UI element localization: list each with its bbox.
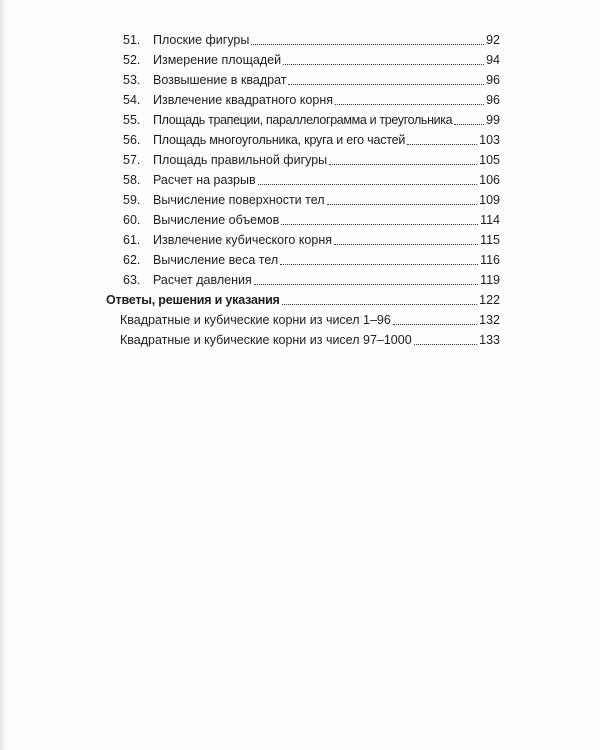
dot-leader — [414, 339, 477, 345]
toc-entry-title: Возвышение в квадрат — [153, 73, 287, 87]
toc-entry-number: 58. — [123, 173, 141, 187]
toc-entry-title: Расчет давления — [153, 273, 252, 287]
dot-leader — [393, 319, 477, 325]
toc-entry-number: 54. — [123, 93, 141, 107]
toc-entry-page: 106 — [479, 173, 500, 187]
toc-entry-number: 62. — [123, 253, 141, 267]
dot-leader — [254, 279, 478, 285]
toc-entry-appendix-2[interactable] — [120, 330, 500, 350]
toc-entry-page: 92 — [486, 33, 500, 47]
toc-entry-53[interactable] — [123, 70, 500, 90]
toc-entry-number: 60. — [123, 213, 141, 227]
toc-entry-title: Извлечение кубического корня — [153, 233, 332, 247]
toc-entry-page: 114 — [480, 213, 500, 227]
dot-leader — [258, 179, 478, 185]
toc-entry-title: Извлечение квадратного корня — [153, 93, 333, 107]
dot-leader — [282, 299, 477, 305]
toc-entry-page: 122 — [479, 293, 500, 307]
toc-entry-page: 115 — [480, 233, 500, 247]
dot-leader — [335, 99, 484, 105]
dot-leader — [251, 39, 484, 45]
dot-leader — [407, 139, 477, 145]
toc-entry-page: 133 — [479, 333, 500, 347]
toc-entry-60[interactable] — [123, 210, 500, 230]
toc-entry-page: 96 — [486, 93, 500, 107]
toc-entry-63[interactable] — [123, 270, 500, 290]
toc-entry-page: 132 — [479, 313, 500, 327]
toc-entry-56[interactable] — [123, 130, 500, 150]
toc-entry-page: 94 — [486, 53, 500, 67]
dot-leader — [454, 119, 484, 125]
toc-entry-number: 57. — [123, 153, 141, 167]
dot-leader — [283, 59, 484, 65]
toc-entry-title: Квадратные и кубические корни из чисел 1–96 — [120, 313, 391, 327]
toc-entry-title: Площадь правильной фигуры — [153, 153, 328, 167]
toc-entry-title: Вычисление объемов — [153, 213, 280, 227]
toc-entry-page: 109 — [479, 193, 500, 207]
toc-entry-page: 119 — [480, 273, 500, 287]
toc-entry-page: 116 — [480, 253, 500, 267]
toc-entry-title: Расчет на разрыв — [153, 173, 256, 187]
toc-entry-number: 53. — [123, 73, 141, 87]
dot-leader — [280, 259, 478, 265]
toc-entry-page: 105 — [479, 153, 500, 167]
toc-entry-answers[interactable] — [106, 290, 500, 310]
dot-leader — [288, 79, 484, 85]
toc-entry-title: Вычисление веса тел — [153, 253, 279, 267]
toc-entry-title: Плоские фигуры — [153, 33, 250, 47]
toc-entry-number: 55. — [123, 113, 141, 127]
toc-entry-page: 96 — [486, 73, 500, 87]
toc-entry-page: 99 — [486, 113, 500, 127]
toc-entry-55[interactable] — [123, 110, 500, 130]
toc-entry-page: 103 — [479, 133, 500, 147]
toc-entry-number: 61. — [123, 233, 141, 247]
toc-entry-number: 51. — [123, 33, 141, 47]
toc-entry-54[interactable] — [123, 90, 500, 110]
toc-entry-title: Площадь трапеции, параллелограмма и треугольника — [153, 113, 453, 127]
toc-entry-title: Измерение площадей — [153, 53, 282, 67]
toc-entry-59[interactable] — [123, 190, 500, 210]
toc-entry-51[interactable] — [123, 30, 500, 50]
toc-entry-appendix-1[interactable] — [120, 310, 500, 330]
dot-leader — [334, 239, 478, 245]
dot-leader — [327, 199, 478, 205]
toc-entry-title: Вычисление поверхности тел — [153, 193, 325, 207]
toc-entry-title: Площадь многоугольника, круга и его частей — [153, 133, 406, 147]
page-edge-shadow — [0, 0, 6, 750]
toc-entry-number: 63. — [123, 273, 141, 287]
toc-entry-57[interactable] — [123, 150, 500, 170]
toc-entry-62[interactable] — [123, 250, 500, 270]
toc-entry-52[interactable] — [123, 50, 500, 70]
dot-leader — [281, 219, 478, 225]
toc-entry-title: Ответы, решения и указания — [106, 293, 280, 307]
dot-leader — [329, 159, 477, 165]
toc-entry-61[interactable] — [123, 230, 500, 250]
toc-entry-number: 52. — [123, 53, 141, 67]
toc-entry-58[interactable] — [123, 170, 500, 190]
toc-entry-number: 56. — [123, 133, 141, 147]
toc-entry-number: 59. — [123, 193, 141, 207]
toc-entry-title: Квадратные и кубические корни из чисел 97–1000 — [120, 333, 412, 347]
